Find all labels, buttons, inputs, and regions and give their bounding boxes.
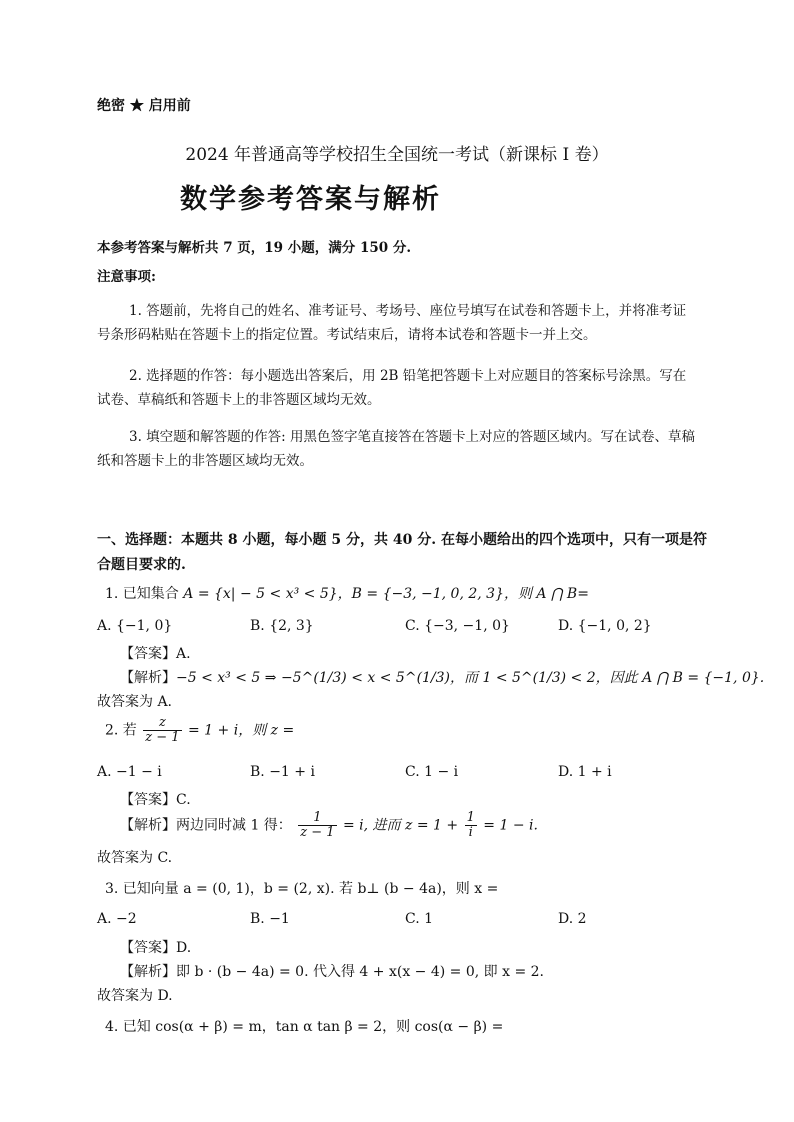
question-3-option-c: C. 1 [405,911,434,927]
question-1-answer: 【答案】A. [120,646,191,662]
question-3-analysis: 【解析】即 b · (b − 4a) = 0. 代入得 4 + x(x − 4) = 0, 即 x = 2. [120,964,544,980]
question-1-conclusion: 故答案为 A. [97,694,173,710]
question-4-stem: 4. 已知 cos(α + β) = m，tan α tan β = 2，则 cos(α − β) = [105,1019,504,1035]
analysis-fraction-2: $\frac{1}{i}$ [466,810,475,840]
question-1-option-c: C. {−3, −1, 0} [405,618,510,634]
question-1-analysis: 【解析】−5 < x³ < 5 ⇒ −5^(1/3) < x < 5^(1/3)，而 1 < 5^(1/3) < 2，因此 A ⋂ B = {−1, 0}. [120,670,765,686]
question-3-conclusion: 故答案为 D. [97,988,173,1004]
question-3-answer: 【答案】D. [120,940,192,956]
question-3-option-a: A. −2 [97,911,137,927]
analysis-fraction-1: $\frac{1}{z - 1}$ [300,810,335,840]
question-2-fraction: $\frac{z}{z - 1}$ [145,715,180,745]
question-2-option-c: C. 1 − i [405,764,459,780]
question-3-stem: 3. 已知向量 a = (0, 1)，b = (2, x). 若 b⊥ (b − 4a)，则 x = [105,881,499,897]
secret-label: 绝密 ★ 启用前 [97,98,191,114]
document-title: 数学参考答案与解析 [180,184,441,215]
notice-item-3: 3. 填空题和解答题的作答: 用黑色签字笔直接答在答题卡上对应的答题区域内。写在试卷、草稿纸和答题卡上的非答题区域均无效。 [97,429,696,469]
question-2-option-d: D. 1 + i [558,764,612,780]
question-3-option-b: B. −1 [250,911,290,927]
exam-title: 2024 年普通高等学校招生全国统一考试（新课标 I 卷） [185,145,609,165]
question-2-conclusion: 故答案为 C. [97,850,173,866]
question-1-option-b: B. {2, 3} [250,618,314,634]
notice-heading: 注意事项: [97,269,156,285]
question-3-option-d: D. 2 [558,911,587,927]
question-2-answer: 【答案】C. [120,792,191,808]
question-1-stem: 1. 已知集合 A = {x| − 5 < x³ < 5}，B = {−3, −1, 0, 2, 3}，则 A ⋂ B= [105,586,589,602]
question-2-option-b: B. −1 + i [250,764,315,780]
question-1-option-a: A. {−1, 0} [97,618,173,634]
question-2-stem: 2. 若 $\frac{z}{z - 1}$ = 1 + i，则 z = [105,715,295,745]
question-2-option-a: A. −1 − i [97,764,162,780]
section-heading: 一、选择题：本题共 8 小题，每小题 5 分，共 40 分. 在每小题给出的四个选项中，只有一项是符合题目要求的. [97,532,707,573]
intro-text: 本参考答案与解析共 7 页，19 小题，满分 150 分. [97,240,412,256]
notice-item-1: 1. 答题前，先将自己的姓名、准考证号、考场号、座位号填写在试卷和答题卡上，并将准考证号条形码粘贴在答题卡上的指定位置。考试结束后，请将本试卷和答题卡一并上交。 [97,303,687,343]
question-2-analysis: 【解析】两边同时减 1 得： $\frac{1}{z - 1}$ = i, 进而 z = 1 + $\frac{1}{i}$ = 1 − i. [120,810,538,840]
question-1-option-d: D. {−1, 0, 2} [558,618,652,634]
notice-item-2: 2. 选择题的作答：每小题选出答案后，用 2B 铅笔把答题卡上对应题目的答案标号涂黑。写在试卷、草稿纸和答题卡上的非答题区域均无效。 [97,368,687,408]
